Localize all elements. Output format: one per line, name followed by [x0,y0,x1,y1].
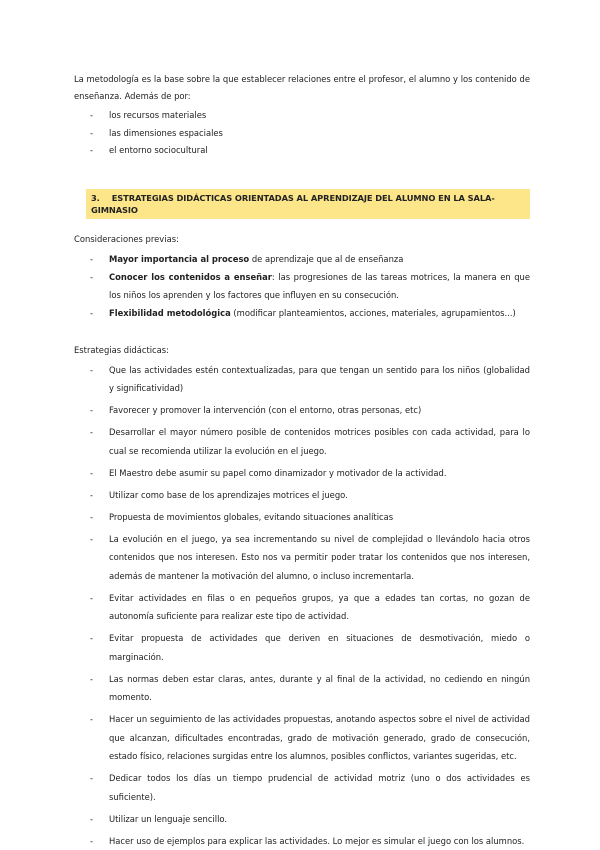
list-item [74,268,530,304]
item-text: (modificar planteamientos, acciones, materiales, agrupamientos...) [231,308,516,318]
list-item: - Utilizar un lenguaje sencillo. [74,810,530,829]
bold-term: Conocer los contenidos a enseñar [109,272,272,282]
list-item: - Evitar propuesta de actividades que deriven en situaciones de desmotivación, miedo o marginación. [74,629,530,666]
section-title: ESTRATEGIAS DIDÁCTICAS ORIENTADAS AL APRENDIZAJE DEL ALUMNO EN LA SALA-GIMNASIO [91,193,495,215]
list-item: - El Maestro debe asumir su papel como dinamizador y motivador de la actividad. [74,464,530,483]
section-heading-highlight [86,189,530,219]
list-item: - Utilizar como base de los aprendizajes motrices el juego. [74,486,530,505]
list-item: - Desarrollar el mayor número posible de contenidos motrices posibles con cada actividad, para lo cual se recomienda utilizar la evolución en el juego. [74,423,530,460]
list-item: - Que las actividades estén contextualizadas, para que tengan un sentido para los niños (globalidad y significatividad) [74,361,530,398]
previous-considerations-label: Consideraciones previas: [74,231,530,248]
item-text: de aprendizaje que al de enseñanza [249,254,403,264]
list-item [74,304,530,322]
list-item: - el entorno sociocultural [74,142,530,160]
intro-list [74,107,530,160]
list-item: - La evolución en el juego, ya sea incrementando su nivel de complejidad o llevándolo hacia otros contenidos que nos interesen. Esto nos va permitir poder tratar los contenidos que nos interesen, además de mantener la motivación del alumno, o incluso incrementarla. [74,530,530,586]
list-item: - las dimensiones espaciales [74,125,530,143]
intro-paragraph: La metodología es la base sobre la que establecer relaciones entre el profesor, el alumno y los contenido de enseñanza. Además de por: [74,71,530,105]
section-number: 3. [91,193,100,203]
list-item: - Evitar actividades en filas o en pequeños grupos, ya que a edades tan cortas, no gozan de autonomía suficiente para realizar este tipo de actividad. [74,589,530,626]
previous-considerations-list [74,250,530,322]
section-heading [86,189,530,219]
list-item: - Hacer un seguimiento de las actividades propuestas, anotando aspectos sobre el nivel de actividad que alcanzan, dificultades encontradas, grado de motivación generado, grado de consecución, estado físico, relaciones surgidas entre los alumnos, posibles conflictos, variantes sugeridas, etc. [74,710,530,766]
list-item: - Hacer uso de ejemplos para explicar las actividades. Lo mejor es simular el juego con los alumnos. [74,832,530,850]
strategies-label: Estrategias didácticas: [74,342,530,359]
list-item [74,250,530,268]
list-item: - Dedicar todos los días un tiempo prudencial de actividad motriz (uno o dos actividades es suficiente). [74,769,530,806]
item-text: : las progresiones de las tareas motrices, la manera en que los niños los aprenden y los factores que influyen en su consecución. [109,272,530,300]
list-item: - Favorecer y promover la intervención (con el entorno, otras personas, etc) [74,401,530,420]
strategies-list [74,361,530,850]
list-item: - Las normas deben estar claras, antes, durante y al final de la actividad, no cediendo en ningún momento. [74,670,530,707]
list-item: - los recursos materiales [74,107,530,125]
list-item: - Propuesta de movimientos globales, evitando situaciones analíticas [74,508,530,527]
bold-term: Flexibilidad metodológica [109,308,231,318]
bold-term: Mayor importancia al proceso [109,254,249,264]
